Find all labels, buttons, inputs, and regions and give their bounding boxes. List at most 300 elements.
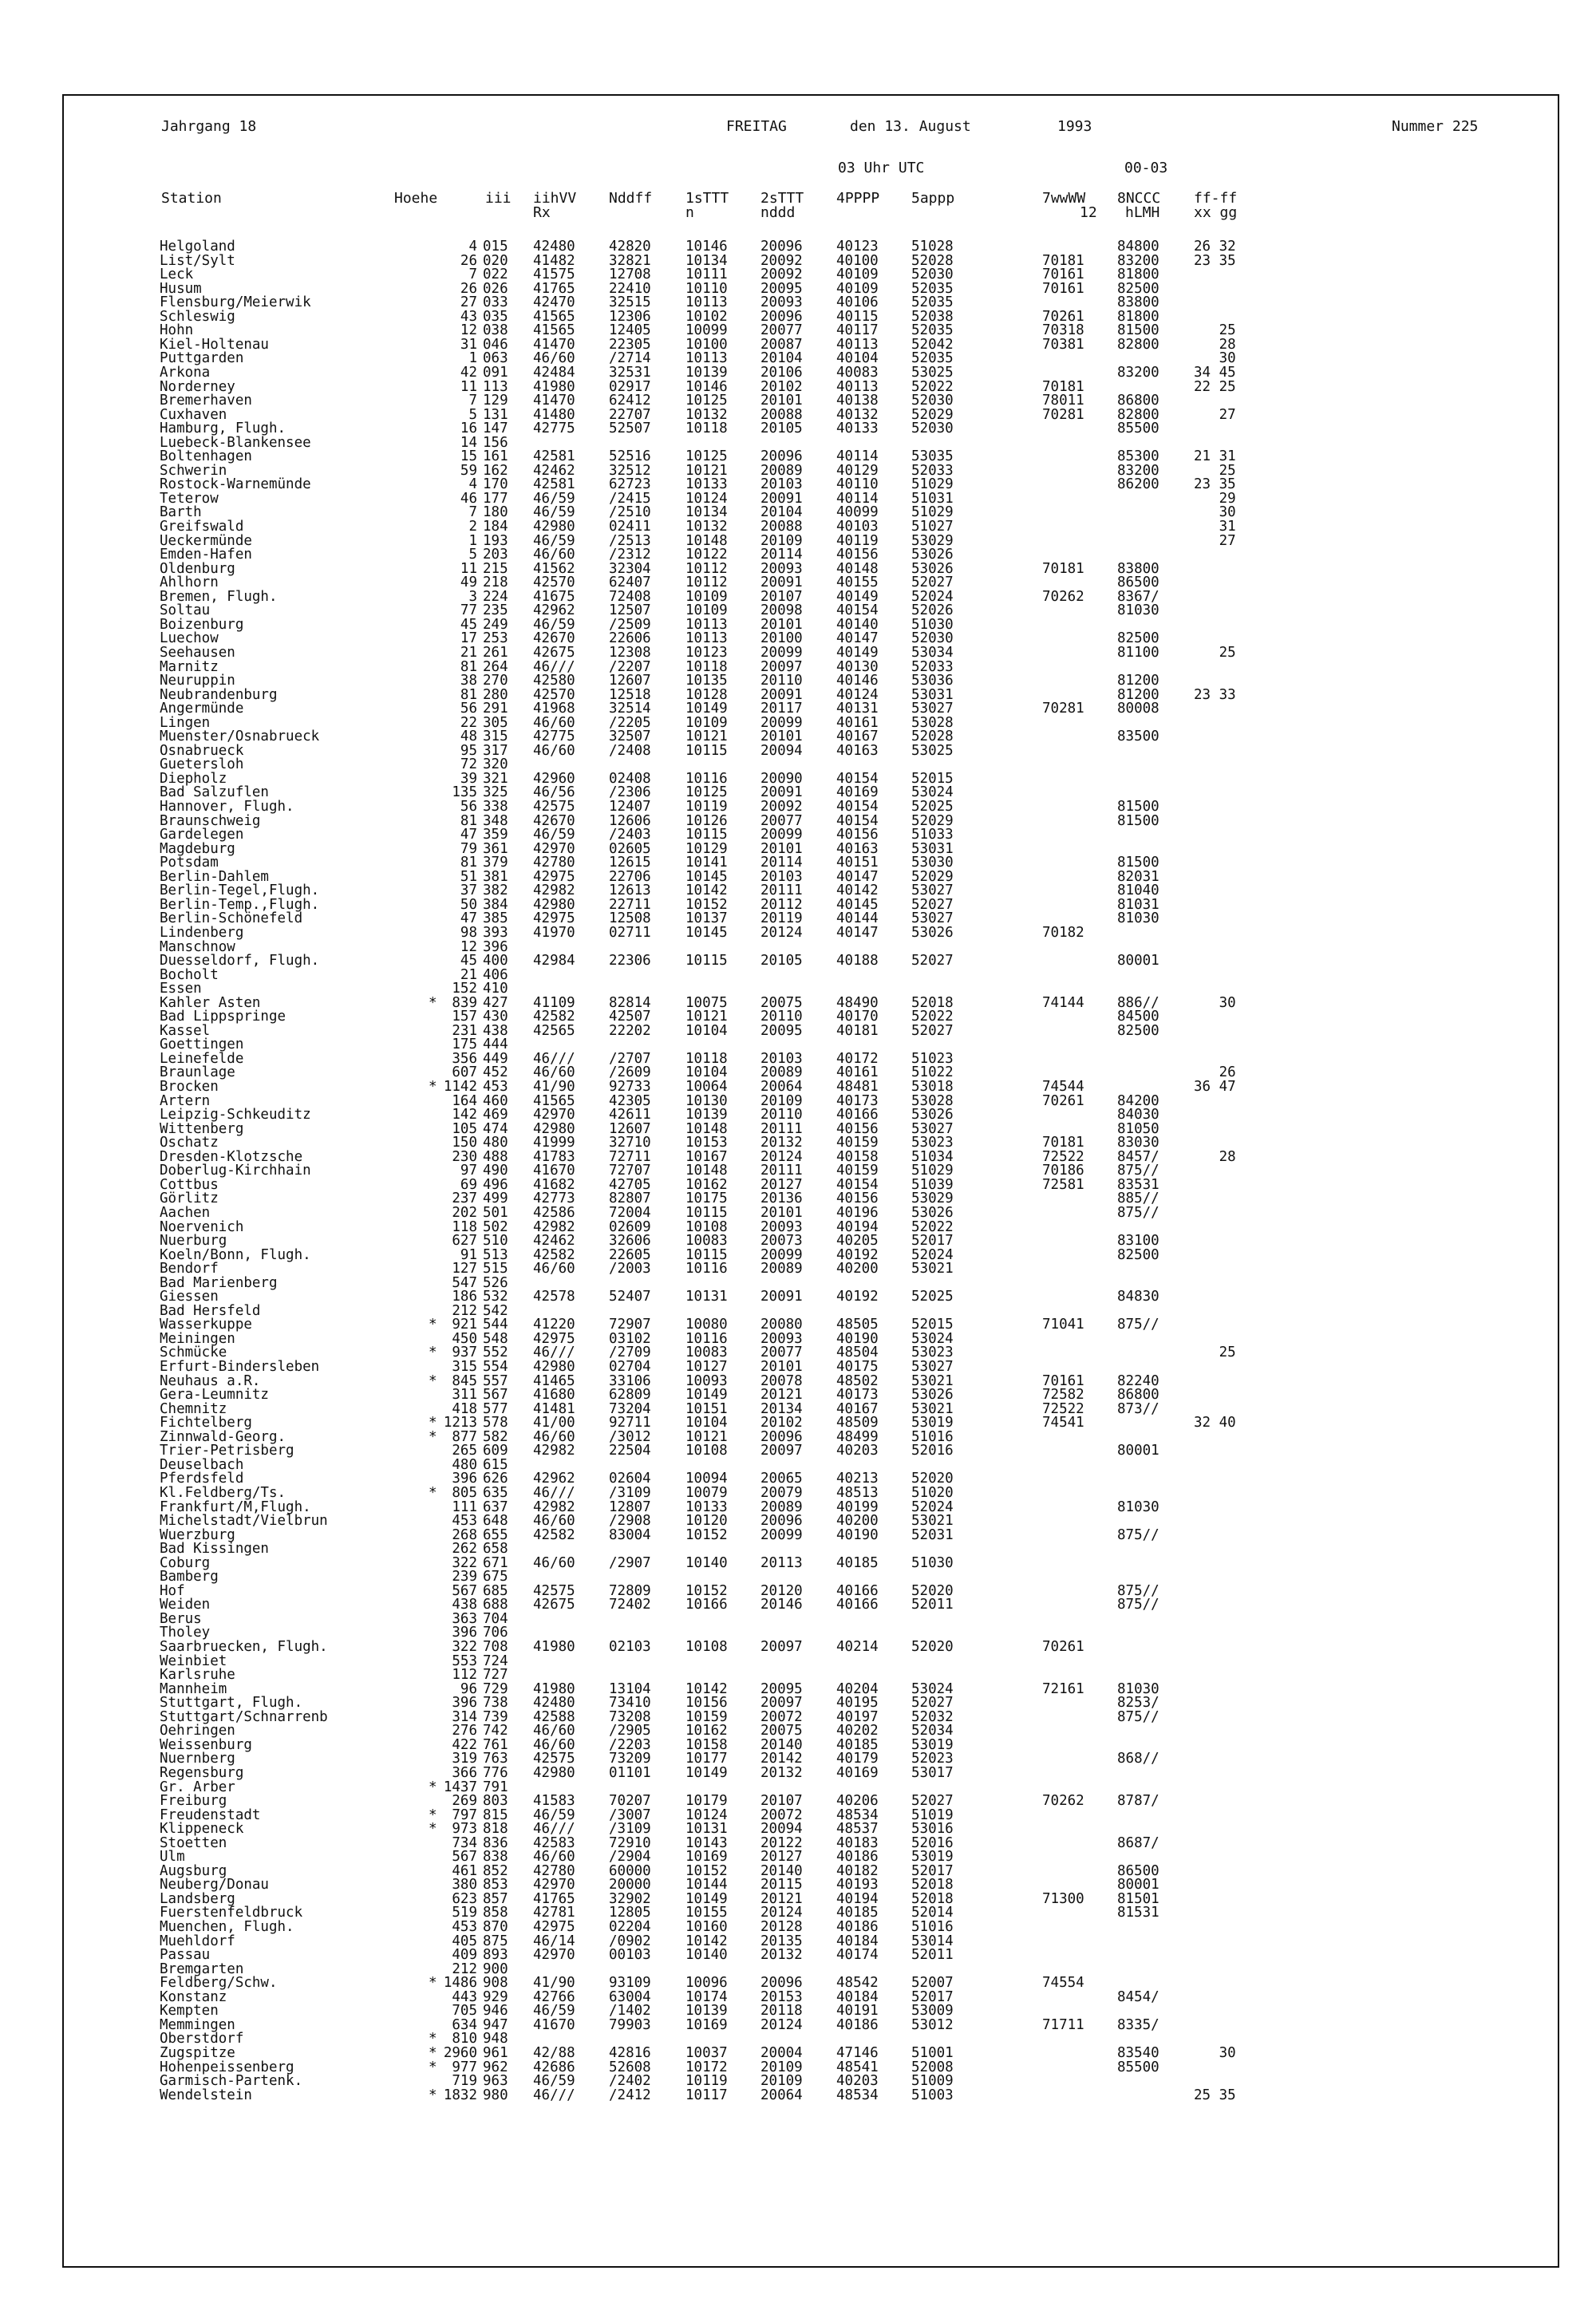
group-iihvv: 41968 xyxy=(533,701,575,717)
group-pressure: 40155 xyxy=(836,575,879,591)
group-temperature: 10152 xyxy=(685,1582,728,1599)
table-row xyxy=(64,688,1558,702)
col-ff: ff-ff xyxy=(1194,190,1238,207)
group-tendency: 52028 xyxy=(911,252,954,269)
station-altitude: 314 xyxy=(452,1708,477,1725)
group-dewpoint: 20111 xyxy=(760,883,803,899)
group-tendency: 53023 xyxy=(911,1345,954,1361)
group-pressure: 40174 xyxy=(836,1947,879,1964)
station-altitude: 719 xyxy=(452,2073,477,2090)
group-pressure: 40132 xyxy=(836,406,879,423)
group-iihvv: 41680 xyxy=(533,1387,575,1404)
station-name: Muenster/Osnabrueck xyxy=(160,729,320,745)
group-nddff: 02605 xyxy=(609,840,651,857)
station-altitude: 5 xyxy=(468,547,477,563)
table-row xyxy=(64,1009,1558,1024)
station-name: Kassel xyxy=(160,1022,211,1039)
table-row xyxy=(64,1654,1558,1668)
group-iihvv: 46/// xyxy=(533,658,575,675)
table-row xyxy=(64,1920,1558,1934)
group-temperature: 10115 xyxy=(685,827,728,843)
table-row xyxy=(64,365,1558,380)
group-iihvv: 46/59 xyxy=(533,504,575,521)
group-weather: 71041 xyxy=(1042,1317,1084,1333)
group-clouds: 82240 xyxy=(1117,1372,1159,1389)
group-gusts: 26 32 xyxy=(1194,239,1236,255)
group-tendency: 52032 xyxy=(911,1708,954,1725)
table-row xyxy=(64,1234,1558,1248)
station-name: Zugspitze xyxy=(160,2044,235,2061)
group-iihvv: 41562 xyxy=(533,560,575,577)
group-tendency: 52020 xyxy=(911,1639,954,1655)
table-row xyxy=(64,1892,1558,1906)
group-tendency: 53024 xyxy=(911,1680,954,1697)
group-dewpoint: 20093 xyxy=(760,1218,803,1235)
group-iihvv: 41980 xyxy=(533,1639,575,1655)
station-name: Bendorf xyxy=(160,1261,219,1277)
group-iihvv: 46/59 xyxy=(533,616,575,633)
station-id: 763 xyxy=(483,1751,508,1767)
station-id: 893 xyxy=(483,1947,508,1964)
group-weather: 70262 xyxy=(1042,1793,1084,1810)
station-altitude: 69 xyxy=(460,1176,477,1193)
station-id: 348 xyxy=(483,812,508,829)
station-name: Stuttgart/Schnarrenb xyxy=(160,1708,328,1725)
table-row xyxy=(64,239,1558,254)
group-iihvv: 41481 xyxy=(533,1400,575,1417)
station-id: 671 xyxy=(483,1554,508,1571)
station-altitude: 7 xyxy=(468,393,477,409)
group-temperature: 10162 xyxy=(685,1176,728,1193)
group-clouds: 875// xyxy=(1117,1708,1159,1725)
group-dewpoint: 20090 xyxy=(760,770,803,787)
station-id: 708 xyxy=(483,1639,508,1655)
group-dewpoint: 20124 xyxy=(760,924,803,941)
group-temperature: 10113 xyxy=(685,350,728,367)
station-name: Garmisch-Partenk. xyxy=(160,2073,303,2090)
group-tendency: 53021 xyxy=(911,1261,954,1277)
group-iihvv: 42980 xyxy=(533,1359,575,1375)
group-pressure: 40109 xyxy=(836,280,879,297)
group-temperature: 10128 xyxy=(685,686,728,703)
group-clouds: 86200 xyxy=(1117,476,1159,493)
group-dewpoint: 20073 xyxy=(760,1233,803,1250)
station-id: 947 xyxy=(483,2016,508,2033)
group-pressure: 40100 xyxy=(836,252,879,269)
station-id: 578 xyxy=(483,1415,508,1431)
group-temperature: 10153 xyxy=(685,1135,728,1151)
group-nddff: 32902 xyxy=(609,1890,651,1907)
table-row xyxy=(64,1696,1558,1710)
group-pressure: 40185 xyxy=(836,1905,879,1921)
jahrgang-label: Jahrgang 18 xyxy=(161,118,257,135)
group-pressure: 40172 xyxy=(836,1050,879,1067)
group-tendency: 52024 xyxy=(911,1499,954,1515)
group-tendency: 53019 xyxy=(911,1415,954,1431)
group-pressure: 40114 xyxy=(836,448,879,465)
group-nddff: /2306 xyxy=(609,784,651,801)
group-pressure: 40147 xyxy=(836,924,879,941)
group-clouds: 81030 xyxy=(1117,910,1159,927)
station-id: 321 xyxy=(483,770,508,787)
group-pressure: 40131 xyxy=(836,701,879,717)
table-row xyxy=(64,505,1558,519)
station-id: 675 xyxy=(483,1569,508,1585)
group-iihvv: 42565 xyxy=(533,1022,575,1039)
station-name: Neuhaus a.R. xyxy=(160,1372,261,1389)
station-name: Nuernberg xyxy=(160,1751,235,1767)
station-id: 385 xyxy=(483,910,508,927)
group-pressure: 40169 xyxy=(836,784,879,801)
group-gusts: 36 47 xyxy=(1194,1079,1236,1095)
station-altitude: 81 xyxy=(460,812,477,829)
group-temperature: 10167 xyxy=(685,1148,728,1165)
group-nddff: 02917 xyxy=(609,378,651,395)
group-iihvv: 42982 xyxy=(533,883,575,899)
group-temperature: 10155 xyxy=(685,1905,728,1921)
group-pressure: 40181 xyxy=(836,1022,879,1039)
table-row xyxy=(64,1934,1558,1949)
group-iihvv: 42581 xyxy=(533,448,575,465)
group-tendency: 51034 xyxy=(911,1148,954,1165)
station-id: 515 xyxy=(483,1261,508,1277)
group-iihvv: 42962 xyxy=(533,602,575,619)
station-id: 381 xyxy=(483,868,508,885)
station-id: 291 xyxy=(483,701,508,717)
group-temperature: 10112 xyxy=(685,575,728,591)
station-name: Seehausen xyxy=(160,644,235,661)
group-tendency: 52029 xyxy=(911,406,954,423)
group-temperature: 10134 xyxy=(685,252,728,269)
mountain-marker: * xyxy=(429,1779,437,1795)
station-altitude: 450 xyxy=(452,1330,477,1347)
group-temperature: 10135 xyxy=(685,673,728,689)
station-id: 438 xyxy=(483,1022,508,1039)
group-tendency: 53027 xyxy=(911,701,954,717)
station-name: Cuxhaven xyxy=(160,406,227,423)
group-pressure: 40203 xyxy=(836,2073,879,2090)
group-nddff: 52516 xyxy=(609,448,651,465)
station-name: Klippeneck xyxy=(160,1821,244,1838)
group-dewpoint: 20091 xyxy=(760,575,803,591)
station-id: 557 xyxy=(483,1372,508,1389)
table-row xyxy=(64,996,1558,1010)
group-tendency: 53024 xyxy=(911,1330,954,1347)
group-pressure: 40185 xyxy=(836,1736,879,1753)
group-tendency: 53016 xyxy=(911,1821,954,1838)
group-pressure: 40156 xyxy=(836,827,879,843)
group-iihvv: 42670 xyxy=(533,812,575,829)
group-weather: 70318 xyxy=(1042,322,1084,339)
station-altitude: 45 xyxy=(460,953,477,969)
station-altitude: 38 xyxy=(460,673,477,689)
table-row xyxy=(64,2004,1558,2018)
group-nddff: 32304 xyxy=(609,560,651,577)
group-gusts: 27 xyxy=(1194,532,1236,549)
col-ncc: 8NCCC xyxy=(1117,190,1161,207)
group-tendency: 52028 xyxy=(911,729,954,745)
station-altitude: 268 xyxy=(452,1526,477,1543)
station-id: 803 xyxy=(483,1793,508,1810)
group-temperature: 10122 xyxy=(685,547,728,563)
group-nddff: 12805 xyxy=(609,1905,651,1921)
station-altitude: 1437 xyxy=(443,1779,477,1795)
station-id: 305 xyxy=(483,714,508,731)
col-iihvv: iihVV xyxy=(533,190,577,207)
group-tendency: 53012 xyxy=(911,2016,954,2033)
station-altitude: 81 xyxy=(460,686,477,703)
station-name: Weiden xyxy=(160,1597,211,1613)
group-temperature: 10111 xyxy=(685,267,728,283)
station-id: 729 xyxy=(483,1680,508,1697)
group-nddff: 02411 xyxy=(609,519,651,535)
group-nddff: 93109 xyxy=(609,1975,651,1992)
station-name: Potsdam xyxy=(160,855,219,871)
group-iihvv: 42975 xyxy=(533,910,575,927)
group-tendency: 52027 xyxy=(911,575,954,591)
group-temperature: 10172 xyxy=(685,2059,728,2075)
station-id: 359 xyxy=(483,827,508,843)
group-weather: 71300 xyxy=(1042,1890,1084,1907)
group-tendency: 51019 xyxy=(911,1806,954,1823)
station-name: Ahlhorn xyxy=(160,575,219,591)
station-name: Ulm xyxy=(160,1849,185,1866)
group-gusts: 28 xyxy=(1194,336,1236,353)
group-iihvv: 46/59 xyxy=(533,1806,575,1823)
station-altitude: 98 xyxy=(460,924,477,941)
station-altitude: 42 xyxy=(460,364,477,381)
station-altitude: 567 xyxy=(452,1582,477,1599)
group-dewpoint: 20114 xyxy=(760,547,803,563)
station-name: Deuselbach xyxy=(160,1456,244,1473)
table-row xyxy=(64,1094,1558,1108)
group-dewpoint: 20101 xyxy=(760,1204,803,1221)
group-temperature: 10115 xyxy=(685,1204,728,1221)
group-tendency: 53026 xyxy=(911,547,954,563)
station-id: 496 xyxy=(483,1176,508,1193)
group-clouds: 80008 xyxy=(1117,701,1159,717)
group-nddff: 22707 xyxy=(609,406,651,423)
group-nddff: 32514 xyxy=(609,701,651,717)
observation-time: 03 Uhr UTC xyxy=(838,160,925,176)
group-weather: 70181 xyxy=(1042,252,1084,269)
group-pressure: 40205 xyxy=(836,1233,879,1250)
station-altitude: 356 xyxy=(452,1050,477,1067)
table-row xyxy=(64,267,1558,282)
station-altitude: 95 xyxy=(460,742,477,759)
group-temperature: 10121 xyxy=(685,1428,728,1445)
group-tendency: 53019 xyxy=(911,1736,954,1753)
group-tendency: 51020 xyxy=(911,1484,954,1501)
group-iihvv: 41565 xyxy=(533,322,575,339)
group-clouds: 84200 xyxy=(1117,1092,1159,1109)
station-id: 315 xyxy=(483,729,508,745)
group-iihvv: 41109 xyxy=(533,994,575,1011)
group-temperature: 10127 xyxy=(685,1359,728,1375)
group-iihvv: 41482 xyxy=(533,252,575,269)
group-iihvv: 42582 xyxy=(533,1246,575,1263)
station-altitude: 157 xyxy=(452,1009,477,1025)
table-row xyxy=(64,1864,1558,1878)
table-row xyxy=(64,1612,1558,1626)
group-pressure: 40156 xyxy=(836,1120,879,1137)
group-temperature: 10156 xyxy=(685,1695,728,1712)
group-dewpoint: 20122 xyxy=(760,1834,803,1851)
group-nddff: /2510 xyxy=(609,504,651,521)
station-id: 224 xyxy=(483,588,508,605)
table-row xyxy=(64,351,1558,365)
station-altitude: 607 xyxy=(452,1064,477,1081)
group-nddff: /2907 xyxy=(609,1554,651,1571)
group-nddff: 70207 xyxy=(609,1793,651,1810)
group-dewpoint: 20102 xyxy=(760,378,803,395)
station-name: Coburg xyxy=(160,1554,211,1571)
table-row xyxy=(64,1836,1558,1850)
table-row xyxy=(64,547,1558,562)
station-id: 836 xyxy=(483,1834,508,1851)
station-id: 020 xyxy=(483,252,508,269)
station-name: Oschatz xyxy=(160,1135,219,1151)
table-row xyxy=(64,1317,1558,1332)
group-nddff: 02704 xyxy=(609,1359,651,1375)
station-name: Stuttgart, Flugh. xyxy=(160,1695,303,1712)
group-dewpoint: 20100 xyxy=(760,630,803,647)
table-row xyxy=(64,1065,1558,1080)
table-row xyxy=(64,954,1558,968)
group-clouds: 82500 xyxy=(1117,1246,1159,1263)
group-tendency: 52025 xyxy=(911,1289,954,1305)
table-row xyxy=(64,1570,1558,1584)
group-iihvv: 41583 xyxy=(533,1793,575,1810)
group-tendency: 52017 xyxy=(911,1233,954,1250)
group-tendency: 51033 xyxy=(911,827,954,843)
group-clouds: 83200 xyxy=(1117,252,1159,269)
station-name: Berlin-Temp.,Flugh. xyxy=(160,896,320,913)
station-name: Magdeburg xyxy=(160,840,235,857)
group-pressure: 40151 xyxy=(836,855,879,871)
group-nddff: 63004 xyxy=(609,1988,651,2005)
group-dewpoint: 20099 xyxy=(760,827,803,843)
station-altitude: 150 xyxy=(452,1135,477,1151)
station-id: 637 xyxy=(483,1499,508,1515)
station-altitude: 973 xyxy=(452,1821,477,1838)
station-name: Bamberg xyxy=(160,1569,219,1585)
group-nddff: 03102 xyxy=(609,1330,651,1347)
group-pressure: 40117 xyxy=(836,322,879,339)
table-row xyxy=(64,646,1558,660)
group-dewpoint: 20135 xyxy=(760,1933,803,1949)
table-row xyxy=(64,911,1558,926)
group-weather: 74144 xyxy=(1042,994,1084,1011)
group-pressure: 40142 xyxy=(836,883,879,899)
group-temperature: 10109 xyxy=(685,602,728,619)
group-dewpoint: 20105 xyxy=(760,421,803,437)
group-dewpoint: 20093 xyxy=(760,294,803,311)
station-id: 704 xyxy=(483,1610,508,1627)
group-dewpoint: 20075 xyxy=(760,994,803,1011)
table-row xyxy=(64,1374,1558,1388)
group-nddff: 52608 xyxy=(609,2059,651,2075)
group-dewpoint: 20089 xyxy=(760,1499,803,1515)
group-nddff: 32821 xyxy=(609,252,651,269)
col-pppp: 4PPPP xyxy=(836,190,880,207)
group-pressure: 40154 xyxy=(836,799,879,815)
station-name: Berus xyxy=(160,1610,202,1627)
table-row xyxy=(64,1402,1558,1416)
group-iihvv: 46/60 xyxy=(533,742,575,759)
station-altitude: 47 xyxy=(460,910,477,927)
group-dewpoint: 20099 xyxy=(760,714,803,731)
group-nddff: /2415 xyxy=(609,490,651,507)
group-temperature: 10141 xyxy=(685,855,728,871)
group-temperature: 10166 xyxy=(685,1597,728,1613)
group-nddff: 12308 xyxy=(609,644,651,661)
station-altitude: 118 xyxy=(452,1218,477,1235)
group-iihvv: 41783 xyxy=(533,1148,575,1165)
group-pressure: 40156 xyxy=(836,547,879,563)
table-row xyxy=(64,842,1558,856)
station-id: 655 xyxy=(483,1526,508,1543)
group-temperature: 10119 xyxy=(685,799,728,815)
station-id: 526 xyxy=(483,1274,508,1291)
table-row xyxy=(64,1542,1558,1556)
station-id: 129 xyxy=(483,393,508,409)
table-row xyxy=(64,800,1558,814)
group-gusts: 23 35 xyxy=(1194,476,1236,493)
group-nddff: 32606 xyxy=(609,1233,651,1250)
group-iihvv: 42580 xyxy=(533,673,575,689)
group-iihvv: 41980 xyxy=(533,378,575,395)
station-id: 393 xyxy=(483,924,508,941)
group-iihvv: 42780 xyxy=(533,1862,575,1879)
station-name: Puttgarden xyxy=(160,350,244,367)
station-id: 908 xyxy=(483,1975,508,1992)
group-dewpoint: 20065 xyxy=(760,1471,803,1487)
station-id: 501 xyxy=(483,1204,508,1221)
group-nddff: 12615 xyxy=(609,855,651,871)
group-tendency: 52018 xyxy=(911,1877,954,1893)
group-tendency: 53019 xyxy=(911,1849,954,1866)
group-dewpoint: 20140 xyxy=(760,1862,803,1879)
station-id: 444 xyxy=(483,1037,508,1053)
group-temperature: 10104 xyxy=(685,1064,728,1081)
group-nddff: 42705 xyxy=(609,1176,651,1193)
group-dewpoint: 20115 xyxy=(760,1877,803,1893)
station-id: 382 xyxy=(483,883,508,899)
group-iihvv: 42975 xyxy=(533,1330,575,1347)
station-altitude: 46 xyxy=(460,490,477,507)
group-gusts: 22 25 xyxy=(1194,378,1236,395)
station-altitude: 21 xyxy=(460,644,477,661)
group-dewpoint: 20077 xyxy=(760,322,803,339)
time-window: 00-03 xyxy=(1124,160,1168,176)
table-row xyxy=(64,1584,1558,1598)
group-temperature: 10119 xyxy=(685,2073,728,2090)
station-altitude: 623 xyxy=(452,1890,477,1907)
group-pressure: 40159 xyxy=(836,1135,879,1151)
group-dewpoint: 20101 xyxy=(760,1359,803,1375)
station-altitude: 1832 xyxy=(443,2087,477,2103)
group-pressure: 48481 xyxy=(836,1079,879,1095)
group-pressure: 40202 xyxy=(836,1723,879,1739)
group-tendency: 52014 xyxy=(911,1905,954,1921)
group-temperature: 10142 xyxy=(685,1933,728,1949)
group-nddff: 12508 xyxy=(609,910,651,927)
group-nddff: 72004 xyxy=(609,1204,651,1221)
table-row xyxy=(64,2060,1558,2075)
group-clouds: 81531 xyxy=(1117,1905,1159,1921)
group-tendency: 52008 xyxy=(911,2059,954,2075)
